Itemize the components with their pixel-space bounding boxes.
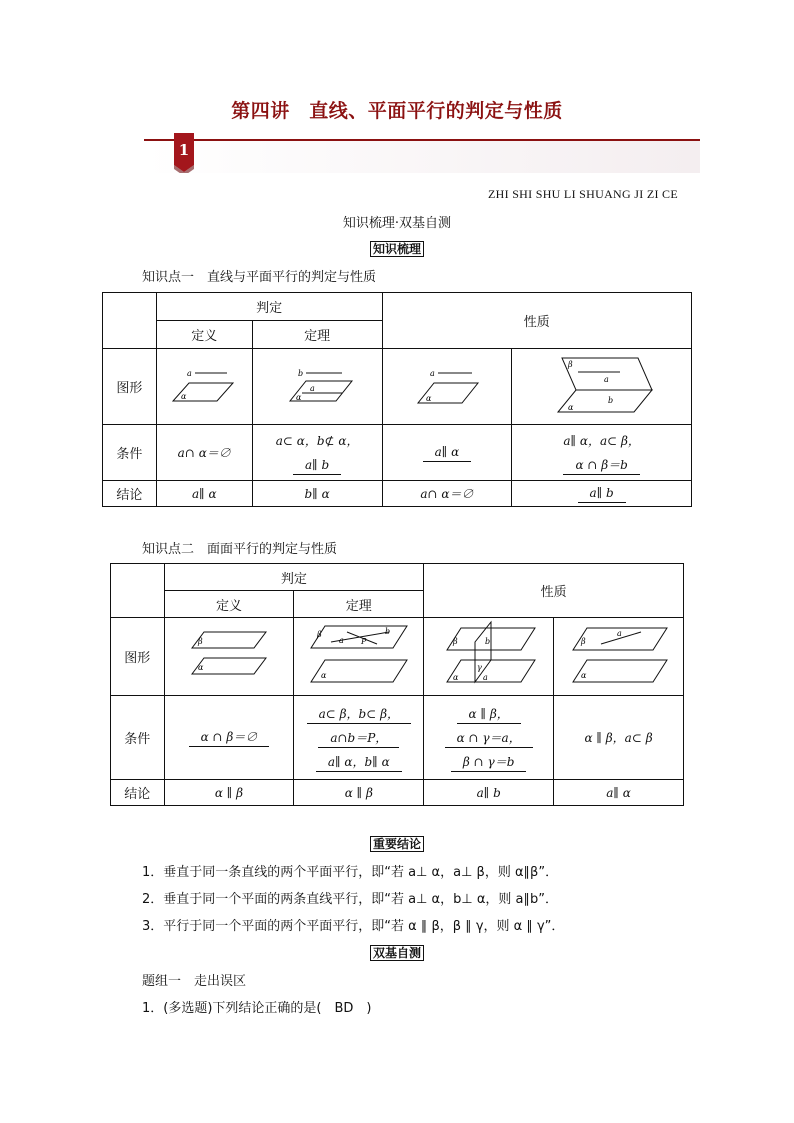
- kp1-heading: 知识点一 直线与平面平行的判定与性质: [142, 270, 377, 285]
- label-alpha: α: [197, 663, 204, 672]
- concl-def: a∥ α: [156, 481, 252, 507]
- fig-line-plane-prop2: [512, 349, 692, 425]
- page-title: 第四讲 直线、平面平行的判定与性质: [231, 100, 563, 122]
- label-gamma: γ: [476, 663, 482, 672]
- row-figure: 图形: [103, 349, 157, 425]
- cond-prop2-line1: a∥ α，a⊂ β，: [563, 433, 640, 448]
- label-alpha: α: [580, 671, 586, 680]
- cond-prop1-line2: α ∩ γ＝a，: [445, 730, 533, 748]
- header-definition: 定义: [164, 591, 294, 618]
- conclusion-3: 3．平行于同一个平面的两个平面平行，即“若 α ∥ β，β ∥ γ，则 α ∥ γ”．: [142, 919, 565, 934]
- fig-plane-plane-prop1: [424, 618, 554, 696]
- cond-thm-line3: a∥ α，b∥ α: [316, 754, 402, 772]
- label-b: b: [384, 627, 390, 636]
- concl-def: α ∥ β: [164, 780, 294, 806]
- section-banner: [144, 129, 700, 173]
- concl-thm: b∥ α: [252, 481, 382, 507]
- fig-plane-plane-thm: [294, 618, 424, 696]
- fig-line-plane-def: [156, 349, 252, 425]
- header-property: 性质: [424, 564, 684, 618]
- section-badge: 1: [178, 141, 190, 159]
- label-beta: β: [197, 637, 203, 646]
- conclusion-2: 2．垂直于同一个平面的两条直线平行，即“若 a⊥ α，b⊥ α，则 a∥b”．: [142, 892, 558, 907]
- header-judge: 判定: [164, 564, 424, 591]
- row-condition: 条件: [103, 425, 157, 481]
- fig-line-plane-prop1: [382, 349, 512, 425]
- label-b: b: [298, 369, 304, 378]
- fig-line-plane-thm: [252, 349, 382, 425]
- label-b: b: [607, 396, 613, 405]
- question-1: 1．(多选题)下列结论正确的是( BD ): [142, 1001, 372, 1016]
- label-a: a: [429, 369, 435, 378]
- tag-selftest: 双基自测: [370, 945, 424, 961]
- row-figure: 图形: [111, 618, 165, 696]
- tag-conclusions: 重要结论: [370, 836, 424, 852]
- concl-prop2-value: a∥ b: [578, 485, 626, 503]
- cond-prop2-line2: α ∩ β＝b: [563, 457, 639, 475]
- label-alpha: α: [425, 394, 432, 403]
- concl-prop2: [512, 481, 692, 507]
- tag-knowledge: 知识梳理: [370, 241, 424, 257]
- concl-prop1: a∩ α＝∅: [382, 481, 512, 507]
- cond-prop2: α ∥ β，a⊂ β: [554, 696, 684, 780]
- conclusion-1: 1．垂直于同一条直线的两个平面平行，即“若 a⊥ α，a⊥ β，则 α∥β”．: [142, 865, 559, 880]
- section-title: 知识梳理·双基自测: [342, 216, 452, 231]
- fig-plane-plane-def: [164, 618, 294, 696]
- concl-prop1: a∥ b: [424, 780, 554, 806]
- row-condition: 条件: [111, 696, 165, 780]
- corner-cell: [111, 564, 165, 618]
- label-alpha: α: [567, 403, 574, 412]
- concl-thm: α ∥ β: [294, 780, 424, 806]
- cond-thm: [294, 696, 424, 780]
- cond-thm-line2: a∥ b: [293, 457, 341, 475]
- cond-prop1: [424, 696, 554, 780]
- label-beta: β: [567, 360, 573, 369]
- label-p: P: [360, 637, 367, 646]
- label-b: b: [484, 637, 490, 646]
- tag-wrap: [0, 836, 794, 852]
- header-theorem: 定理: [294, 591, 424, 618]
- label-beta: β: [580, 637, 586, 646]
- cond-prop1: [382, 425, 512, 481]
- concl-prop2: a∥ α: [554, 780, 684, 806]
- label-alpha: α: [296, 393, 302, 402]
- kp2-table: [110, 563, 684, 806]
- tag-wrap: [0, 945, 794, 961]
- label-alpha: α: [320, 671, 327, 680]
- label-alpha: α: [452, 673, 459, 682]
- header-definition: 定义: [156, 321, 252, 349]
- label-beta: β: [316, 630, 322, 639]
- cond-thm-line2: a∩b＝P，: [318, 730, 399, 748]
- cond-def-value: α ∩ β＝∅: [189, 729, 270, 747]
- fig-plane-plane-prop2: [554, 618, 684, 696]
- cond-thm-line1: a⊂ β，b⊂ β，: [307, 706, 411, 724]
- label-a: a: [310, 384, 315, 393]
- cond-prop2: [512, 425, 692, 481]
- header-judge: 判定: [156, 293, 382, 321]
- cond-def: a∩ α＝∅: [156, 425, 252, 481]
- label-a: a: [187, 369, 193, 378]
- cond-prop1-value: a∥ α: [423, 444, 472, 462]
- label-a: a: [616, 629, 622, 638]
- label-beta: β: [452, 637, 458, 646]
- row-conclusion: 结论: [103, 481, 157, 507]
- kp2-heading: 知识点二 面面平行的判定与性质: [142, 542, 338, 557]
- corner-cell: [103, 293, 157, 349]
- kp1-table: [102, 292, 692, 507]
- label-a: a: [603, 375, 609, 384]
- label-a: a: [482, 673, 488, 682]
- cond-thm-line1: a⊂ α，b⊄ α，: [275, 433, 359, 448]
- question-group: 题组一 走出误区: [142, 974, 247, 989]
- row-conclusion: 结论: [111, 780, 165, 806]
- header-property: 性质: [382, 293, 691, 349]
- header-theorem: 定理: [252, 321, 382, 349]
- tag-wrap: [0, 241, 794, 257]
- cond-prop1-line1: α ∥ β，: [457, 706, 521, 724]
- label-alpha: α: [181, 392, 187, 401]
- label-a: a: [338, 636, 344, 645]
- cond-prop1-line3: β ∩ γ＝b: [451, 754, 526, 772]
- cond-thm: [252, 425, 382, 481]
- pinyin-subtitle: ZHI SHI SHU LI SHUANG JI ZI CE: [488, 187, 678, 201]
- cond-def: [164, 696, 294, 780]
